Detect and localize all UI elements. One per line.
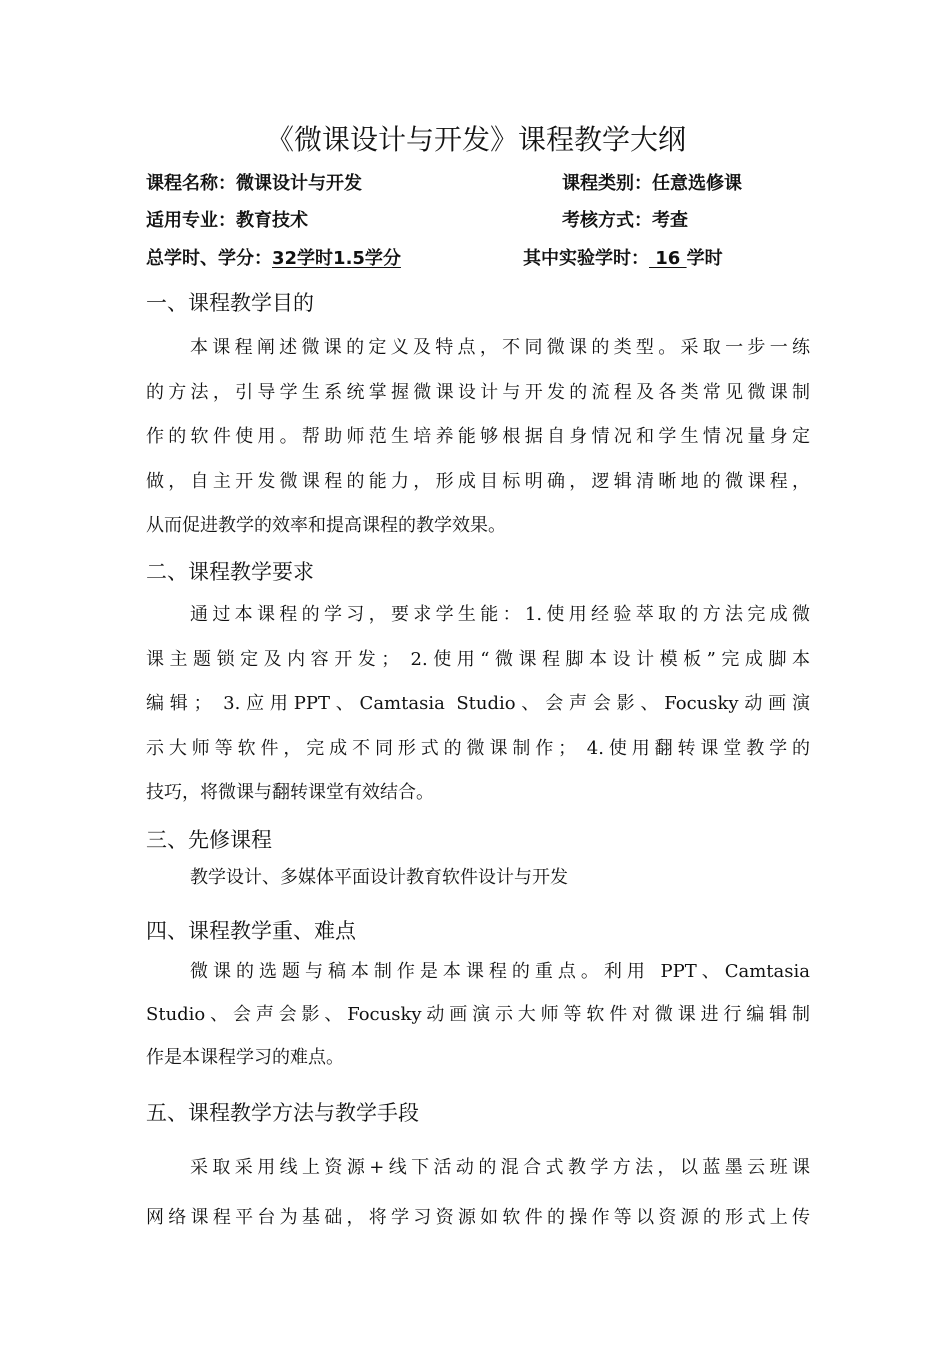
assessment-label: 考核方式： <box>562 210 652 231</box>
text-line: 技巧，将微课与翻转课堂有效结合。 <box>146 782 434 803</box>
lab-hours-unit: 学时 <box>686 248 723 269</box>
hours-row <box>146 244 401 274</box>
text-line: 微课的选题与稿本制作是本课程的重点。利用 PPT、Camtasia <box>190 961 810 982</box>
hours-value: 32学时1.5学分 <box>272 248 401 269</box>
section-body-5 <box>146 1143 810 1243</box>
text-line: 本课程阐述微课的定义及特点，不同微课的类型。采取一步一练 <box>190 337 810 358</box>
text-line: 的方法，引导学生系统掌握微课设计与开发的流程及各类常见微课制 <box>146 381 810 403</box>
course-name-row <box>146 169 362 199</box>
course-name-label: 课程名称： <box>146 173 236 194</box>
section-heading-2: 二、课程教学要求 <box>146 560 314 584</box>
text-line: 做，自主开发微课程的能力，形成目标明确，逻辑清晰地的微课程， <box>146 470 810 492</box>
text-line: 采取采用线上资源+线下活动的混合式教学方法，以蓝墨云班课 <box>190 1157 810 1178</box>
section-heading-1: 一、课程教学目的 <box>146 291 314 315</box>
text-line: 编辑； 3.应用PPT、Camtasia Studio、会声会影、Focusky动画演 <box>146 693 810 714</box>
text-line: 通过本课程的学习，要求学生能：1.使用经验萃取的方法完成微 <box>190 604 810 625</box>
hours-label: 总学时、学分： <box>146 248 272 269</box>
text-line: Studio、会声会影、Focusky动画演示大师等软件对微课进行编辑制 <box>146 1004 810 1025</box>
major-label: 适用专业： <box>146 210 236 231</box>
text-line: 作的软件使用。帮助师范生培养能够根据自身情况和学生情况量身定 <box>146 426 810 447</box>
assessment-row <box>562 206 688 236</box>
text-line: 教学设计、多媒体平面设计教育软件设计与开发 <box>190 867 568 888</box>
text-line: 作是本课程学习的难点。 <box>146 1047 344 1068</box>
major-row <box>146 206 308 236</box>
course-name-value: 微课设计与开发 <box>236 173 362 194</box>
major-value: 教育技术 <box>236 210 308 231</box>
section-body-2 <box>146 593 810 816</box>
section-body-4 <box>146 950 810 1079</box>
section-body-3 <box>146 858 810 898</box>
course-category-value: 任意选修课 <box>652 173 742 194</box>
section-heading-4: 四、课程教学重、难点 <box>146 919 356 943</box>
text-line: 课主题锁定及内容开发； 2.使用“微课程脚本设计模板”完成脚本 <box>146 648 810 670</box>
course-category-label: 课程类别： <box>562 173 652 194</box>
section-body-1 <box>146 326 810 549</box>
text-line: 示大师等软件，完成不同形式的微课制作； 4.使用翻转课堂教学的 <box>146 737 810 759</box>
section-heading-5: 五、课程教学方法与教学手段 <box>146 1101 419 1125</box>
lab-hours-row <box>523 244 723 274</box>
section-heading-3: 三、先修课程 <box>146 828 272 852</box>
text-line: 从而促进教学的效率和提高课程的教学效果。 <box>146 515 506 536</box>
lab-hours-value: 16 <box>649 248 687 269</box>
course-category-row <box>562 169 742 199</box>
text-line: 网络课程平台为基础，将学习资源如软件的操作等以资源的形式上传 <box>146 1207 810 1228</box>
document-title: 《微课设计与开发》课程教学大纲 <box>265 123 686 156</box>
assessment-value: 考查 <box>652 210 688 231</box>
lab-hours-label: 其中实验学时： <box>523 248 649 269</box>
